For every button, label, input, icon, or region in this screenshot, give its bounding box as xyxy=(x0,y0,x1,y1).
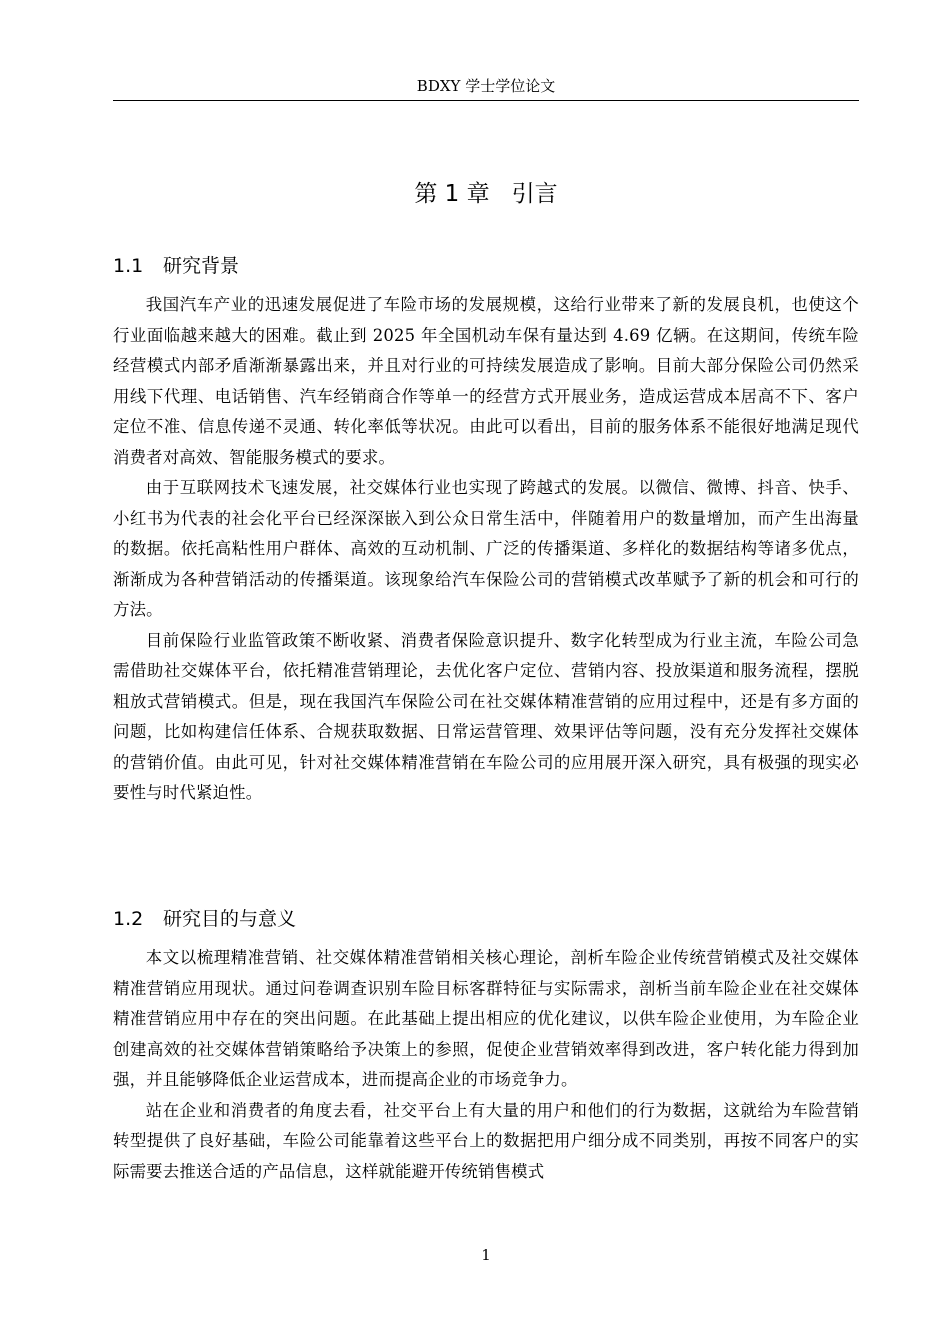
chapter-number: 第 1 章 xyxy=(414,181,490,207)
section-number: 1.1 xyxy=(113,255,144,277)
section-body xyxy=(113,290,859,809)
section-heading xyxy=(113,905,859,933)
body-paragraph: 本文以梳理精准营销、社交媒体精准营销相关核心理论，剖析车险企业传统营销模式及社交媒体精准营销应用现状。通过问卷调查识别车险目标客群特征与实际需求，剖析当前车险企业在社交媒体精准营销应用中存在的突出问题。在此基础上提出相应的优化建议，以供车险企业使用，为车险企业创建高效的社交媒体营销策略给予决策上的参照，促使企业营销效率得到改进，客户转化能力得到加强，并且能够降低企业运营成本，进而提高企业的市场竞争力。 xyxy=(113,948,859,1089)
body-paragraph: 站在企业和消费者的角度去看，社交平台上有大量的用户和他们的行为数据，这就给为车险营销转型提供了良好基础，车险公司能靠着这些平台上的数据把用户细分成不同类别，再按不同客户的实际需要去推送合适的产品信息，这样就能避开传统销售模式 xyxy=(113,1100,859,1181)
header-rule xyxy=(113,100,859,101)
section-heading xyxy=(113,252,859,280)
section-body xyxy=(113,943,859,1187)
section-title: 研究背景 xyxy=(163,255,240,277)
chapter-title-text: 引言 xyxy=(511,181,558,207)
chapter-title xyxy=(113,178,859,210)
body-paragraph: 我国汽车产业的迅速发展促进了车险市场的发展规模，这给行业带来了新的发展良机，也使这个行业面临越来越大的困难。截止到 2025 年全国机动车保有量达到 4.69 亿辆。在这期间，传统车险经营模式内部矛盾渐渐暴露出来，并且对行业的可持续发展造成了影响。目前大部分保险公司仍然采用线下代理、电话销售、汽车经销商合作等单一的经营方式开展业务，造成运营成本居高不下、客户定位不准、信息传递不灵通、转化率低等状况。由此可以看出，目前的服务体系不能很好地满足现代消费者对高效、智能服务模式的要求。 xyxy=(113,295,859,467)
body-paragraph: 由于互联网技术飞速发展，社交媒体行业也实现了跨越式的发展。以微信、微博、抖音、快手、小红书为代表的社会化平台已经深深嵌入到公众日常生活中，伴随着用户的数量增加，而产生出海量的数据。依托高粘性用户群体、高效的互动机制、广泛的传播渠道、多样化的数据结构等诸多优点，渐渐成为各种营销活动的传播渠道。该现象给汽车保险公司的营销模式改革赋予了新的机会和可行的方法。 xyxy=(113,478,859,619)
section-title: 研究目的与意义 xyxy=(163,908,297,930)
running-header: BDXY 学士学位论文 xyxy=(416,77,556,95)
body-paragraph: 目前保险行业监管政策不断收紧、消费者保险意识提升、数字化转型成为行业主流，车险公司急需借助社交媒体平台，依托精准营销理论，去优化客户定位、营销内容、投放渠道和服务流程，摆脱粗放式营销模式。但是，现在我国汽车保险公司在社交媒体精准营销的应用过程中，还是有多方面的问题，比如构建信任体系、合规获取数据、日常运营管理、效果评估等问题，没有充分发挥社交媒体的营销价值。由此可见，针对社交媒体精准营销在车险公司的应用展开深入研究，具有极强的现实必要性与时代紧迫性。 xyxy=(113,630,859,802)
section-number: 1.2 xyxy=(113,908,144,930)
page-number: 1 xyxy=(481,1246,491,1264)
